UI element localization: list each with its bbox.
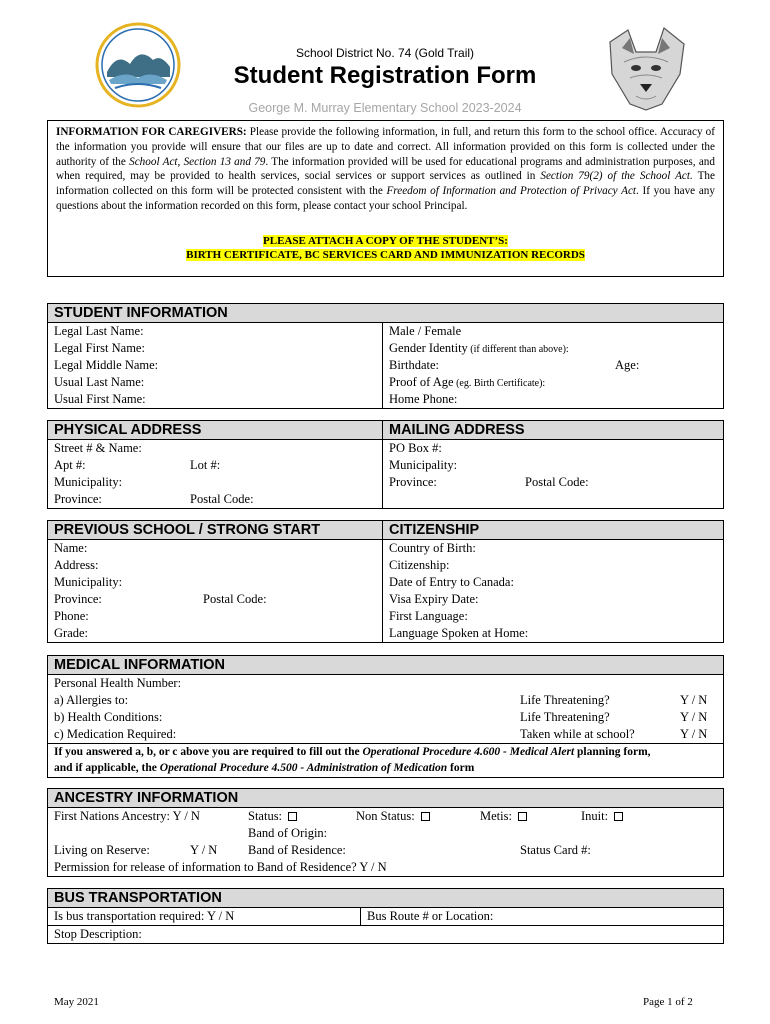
band-of-origin-label: Band of Origin: <box>248 826 328 840</box>
band-of-residence-label: Band of Residence: <box>248 843 346 857</box>
info-text-3: The information collected on this form will be protected consistent with the <box>56 170 715 198</box>
inuit-checkbox[interactable] <box>614 812 623 821</box>
attach-line-2: BIRTH CERTIFICATE, BC SERVICES CARD AND IMMUNIZATION RECORDS <box>186 248 585 261</box>
info-act-3: Freedom of Information and Protection of Privacy Act <box>386 185 637 198</box>
proof-of-age-note: (eg. Birth Certificate): <box>453 378 546 389</box>
info-act-1: School Act, Section 13 and 79 <box>129 155 266 168</box>
info-lead: INFORMATION FOR CAREGIVERS: <box>56 126 247 138</box>
proof-of-age-field[interactable] <box>383 374 723 391</box>
medical-note-1: If you answered a, b, or c above you are required to fill out the <box>54 746 363 758</box>
bus-route-field[interactable]: Bus Route # or Location: <box>367 909 494 923</box>
medical-information-section <box>47 655 724 778</box>
medical-note-2: planning form, <box>574 746 651 758</box>
previous-address-field[interactable]: Address: <box>54 558 99 572</box>
info-text-1: Please provide the following information, in full, and return this form to the school office. Accuracy of the information you provide will ensure that our files are up to date and correct. All information provided on this form is collected under the authority of the <box>56 126 715 168</box>
info-act-2: Section 79(2) of the School Act. <box>540 170 693 183</box>
medical-note-line-2 <box>48 760 723 777</box>
home-language-field[interactable]: Language Spoken at Home: <box>389 626 529 640</box>
previous-municipality-field[interactable]: Municipality: <box>54 575 123 589</box>
first-nations-row[interactable] <box>48 808 723 825</box>
gender-identity-note: (if different than above): <box>467 344 569 355</box>
page-number: Page 1 of 2 <box>643 996 693 1008</box>
first-nations-label: First Nations Ancestry: Y / N <box>54 809 200 823</box>
previous-citizenship-section <box>47 520 724 643</box>
mailing-municipality-field[interactable]: Municipality: <box>389 458 458 472</box>
legal-last-name-field[interactable]: Legal Last Name: <box>54 324 144 338</box>
physical-address-header: PHYSICAL ADDRESS <box>48 421 382 440</box>
medical-procedure-2: Operational Procedure 4.500 - Administration of Medication <box>159 762 448 774</box>
status-checkbox[interactable] <box>288 812 297 821</box>
previous-school-col <box>48 521 383 642</box>
ancestry-information-header: ANCESTRY INFORMATION <box>48 789 723 808</box>
country-of-birth-field[interactable]: Country of Birth: <box>389 541 476 555</box>
apt-lot-field[interactable] <box>48 457 382 474</box>
citizenship-header: CITIZENSHIP <box>383 521 723 540</box>
metis-checkbox[interactable] <box>518 812 527 821</box>
district-name: School District No. 74 (Gold Trail) <box>295 46 475 60</box>
allergies-field[interactable] <box>48 692 723 709</box>
medical-note-3: and if applicable, the <box>54 762 160 774</box>
citizenship-field[interactable]: Citizenship: <box>389 558 450 572</box>
student-left-col <box>48 323 383 408</box>
living-on-reserve-row[interactable] <box>48 842 723 859</box>
physical-province-label: Province: <box>54 492 102 506</box>
allergies-yn[interactable]: Y / N <box>680 693 708 707</box>
previous-phone-field[interactable]: Phone: <box>54 609 89 623</box>
usual-last-name-field[interactable]: Usual Last Name: <box>54 375 145 389</box>
medication-field[interactable] <box>48 726 723 743</box>
inuit-label: Inuit: <box>581 809 609 823</box>
student-information-section <box>47 303 724 409</box>
physical-postal-label: Postal Code: <box>190 492 254 506</box>
previous-name-field[interactable]: Name: <box>54 541 88 555</box>
mailing-postal-label: Postal Code: <box>525 475 589 489</box>
physical-municipality-field[interactable]: Municipality: <box>54 475 123 489</box>
non-status-option[interactable] <box>356 808 430 825</box>
allergies-life-threatening-label: Life Threatening? <box>520 693 610 707</box>
previous-province-field[interactable] <box>48 591 382 608</box>
physical-address-col <box>48 421 383 508</box>
form-title: Student Registration Form <box>233 62 537 89</box>
status-label: Status: <box>248 809 283 823</box>
date-of-entry-field[interactable]: Date of Entry to Canada: <box>389 575 514 589</box>
mailing-province-field[interactable] <box>383 474 723 491</box>
visa-expiry-field[interactable]: Visa Expiry Date: <box>389 592 479 606</box>
physical-province-field[interactable] <box>48 491 382 508</box>
bus-route-col <box>361 908 723 925</box>
non-status-label: Non Status: <box>356 809 415 823</box>
home-phone-field[interactable]: Home Phone: <box>389 392 458 406</box>
medical-note-line-1 <box>48 743 723 760</box>
student-information-header: STUDENT INFORMATION <box>48 304 723 323</box>
living-on-reserve-label: Living on Reserve: <box>54 843 150 857</box>
ancestry-information-section <box>47 788 724 877</box>
metis-option[interactable] <box>480 808 527 825</box>
legal-middle-name-field[interactable]: Legal Middle Name: <box>54 358 159 372</box>
medication-label: c) Medication Required: <box>54 727 177 741</box>
bus-transportation-header: BUS TRANSPORTATION <box>48 889 723 908</box>
previous-province-label: Province: <box>54 592 102 606</box>
mailing-address-col <box>383 421 723 508</box>
birthdate-field[interactable] <box>383 357 723 374</box>
caregiver-info-text <box>56 125 715 214</box>
attach-notice <box>56 234 715 262</box>
age-label: Age: <box>615 358 640 372</box>
status-card-label: Status Card #: <box>520 843 591 857</box>
bus-required-col <box>48 908 361 925</box>
non-status-checkbox[interactable] <box>421 812 430 821</box>
sex-field[interactable]: Male / Female <box>389 324 462 338</box>
health-number-field[interactable]: Personal Health Number: <box>54 676 182 690</box>
proof-of-age-label: Proof of Age <box>389 375 454 389</box>
caregiver-info-box <box>47 120 724 277</box>
conditions-yn[interactable]: Y / N <box>680 710 708 724</box>
apt-label: Apt #: <box>54 458 86 472</box>
gender-identity-label: Gender Identity <box>389 341 468 355</box>
mailing-province-label: Province: <box>389 475 437 489</box>
medical-information-header: MEDICAL INFORMATION <box>48 656 723 675</box>
medical-note-4: form <box>447 762 475 774</box>
street-field[interactable]: Street # & Name: <box>54 441 142 455</box>
living-on-reserve-yn[interactable]: Y / N <box>190 843 218 857</box>
mailing-address-header: MAILING ADDRESS <box>383 421 723 440</box>
birthdate-label: Birthdate: <box>389 358 439 372</box>
stop-description-field[interactable]: Stop Description: <box>54 927 142 941</box>
permission-release-row[interactable]: Permission for release of information to Band of Residence? Y / N <box>54 860 387 874</box>
school-year-line: George M. Murray Elementary School 2023-2024 <box>248 101 522 115</box>
metis-label: Metis: <box>480 809 512 823</box>
usual-first-name-field[interactable]: Usual First Name: <box>54 392 146 406</box>
bus-required-field[interactable]: Is bus transportation required: Y / N <box>54 909 235 923</box>
previous-grade-field[interactable]: Grade: <box>54 626 89 640</box>
footer-date: May 2021 <box>54 996 99 1008</box>
gender-identity-field[interactable] <box>383 340 723 357</box>
previous-postal-label: Postal Code: <box>203 592 267 606</box>
citizenship-col <box>383 521 723 642</box>
mailing-empty-row <box>383 491 723 508</box>
previous-school-header: PREVIOUS SCHOOL / STRONG START <box>48 521 382 540</box>
address-section <box>47 420 724 509</box>
allergies-label: a) Allergies to: <box>54 693 129 707</box>
inuit-option[interactable] <box>581 808 623 825</box>
bus-transportation-section <box>47 888 724 944</box>
info-text-4: . If you have any questions about the information recorded on this form, please contact your school Principal. <box>56 185 715 212</box>
attach-line-1: PLEASE ATTACH A COPY OF THE STUDENT’S: <box>263 234 508 247</box>
first-language-field[interactable]: First Language: <box>389 609 468 623</box>
conditions-life-threatening-label: Life Threatening? <box>520 710 610 724</box>
info-text-2: . The information provided will be used for educational programs and administration purposes, and when required, may be provided to health services, social services or support services as outlined in <box>56 155 715 183</box>
medication-yn[interactable]: Y / N <box>680 727 708 741</box>
status-option[interactable] <box>248 808 297 825</box>
po-box-field[interactable]: PO Box #: <box>389 441 442 455</box>
health-conditions-label: b) Health Conditions: <box>54 710 163 724</box>
medical-procedure-1: Operational Procedure 4.600 - Medical Alert <box>362 746 575 758</box>
band-of-origin-row[interactable] <box>48 825 723 842</box>
legal-first-name-field[interactable]: Legal First Name: <box>54 341 145 355</box>
health-conditions-field[interactable] <box>48 709 723 726</box>
lot-label: Lot #: <box>190 458 221 472</box>
taken-at-school-label: Taken while at school? <box>520 727 635 741</box>
student-right-col <box>383 323 723 408</box>
